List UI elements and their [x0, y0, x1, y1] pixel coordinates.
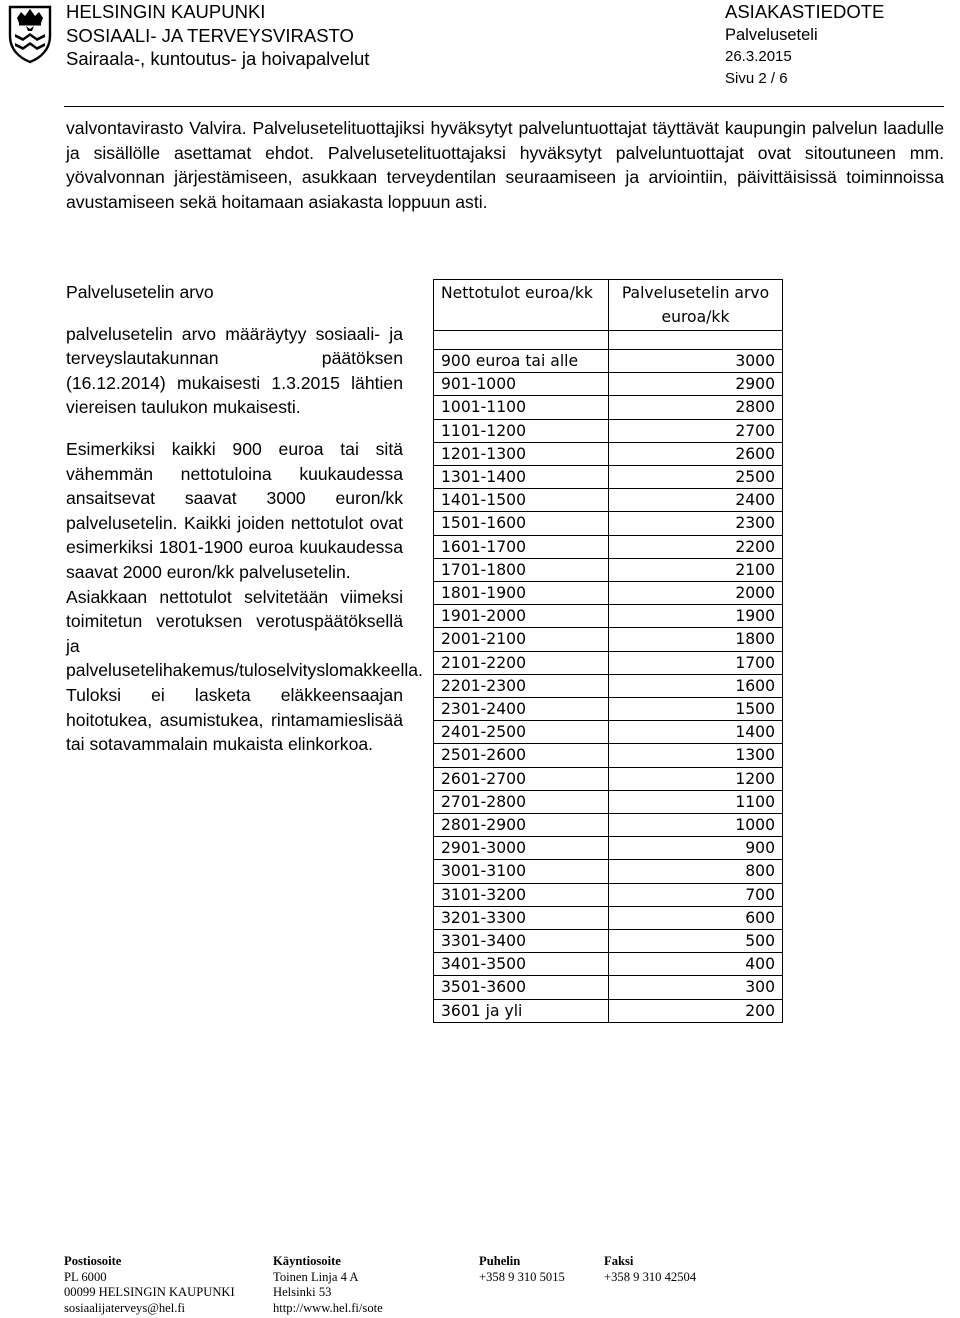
unit-name: Sairaala-, kuntoutus- ja hoivapalvelut: [66, 48, 370, 69]
income-range-cell: 900 euroa tai alle: [434, 350, 609, 373]
voucher-value-cell: 400: [609, 953, 783, 976]
voucher-value-cell: 500: [609, 930, 783, 953]
income-range-cell: 3601 ja yli: [434, 999, 609, 1022]
income-range-cell: 1101-1200: [434, 419, 609, 442]
table-row: [434, 698, 783, 721]
footer-phone-number: +358 9 310 5015: [479, 1269, 565, 1284]
header-divider: [64, 106, 944, 107]
doc-type: ASIAKASTIEDOTE: [725, 1, 885, 22]
voucher-value-cell: 2500: [609, 466, 783, 489]
table-row: [434, 721, 783, 744]
income-range-cell: 2001-2100: [434, 628, 609, 651]
voucher-value-cell: 1700: [609, 651, 783, 674]
voucher-value-cell: 1400: [609, 721, 783, 744]
voucher-value-table: [433, 279, 783, 1023]
income-range-cell: 3301-3400: [434, 930, 609, 953]
table-row: [434, 350, 783, 373]
voucher-value-cell: 600: [609, 906, 783, 929]
footer-fax-label: Faksi: [604, 1254, 634, 1268]
voucher-value-cell: 300: [609, 976, 783, 999]
voucher-value-cell: 1300: [609, 744, 783, 767]
table-row: [434, 767, 783, 790]
voucher-value-cell: 1500: [609, 698, 783, 721]
footer-postal-label: Postiosoite: [64, 1254, 122, 1268]
table-row: [434, 512, 783, 535]
footer-fax: [604, 1254, 696, 1285]
footer-postal-line: 00099 HELSINGIN KAUPUNKI: [64, 1285, 235, 1300]
table-row: [434, 373, 783, 396]
table-row: [434, 396, 783, 419]
voucher-value-cell: 800: [609, 860, 783, 883]
income-range-cell: 2701-2800: [434, 790, 609, 813]
spacer-cell: [434, 331, 609, 350]
income-range-cell: 2501-2600: [434, 744, 609, 767]
voucher-value-cell: 2400: [609, 489, 783, 512]
table-row: [434, 883, 783, 906]
income-range-cell: 3101-3200: [434, 883, 609, 906]
table-row: [434, 814, 783, 837]
income-range-cell: 1201-1300: [434, 442, 609, 465]
table-row: [434, 628, 783, 651]
paragraph-decision: palvelusetelin arvo määräytyy sosiaali- ja terveyslautakunnan päätöksen (16.12.2014) mukaisesti 1.3.2015 lähtien viereisen taulukon mukaisesti.: [66, 323, 403, 418]
income-range-cell: 1501-1600: [434, 512, 609, 535]
voucher-value-cell: 2600: [609, 442, 783, 465]
voucher-value-cell: 1900: [609, 605, 783, 628]
footer-phone: [479, 1254, 565, 1285]
table-row: [434, 674, 783, 697]
voucher-value-cell: 2100: [609, 558, 783, 581]
table-row: [434, 906, 783, 929]
table-row: [434, 558, 783, 581]
organization-header: [66, 0, 369, 71]
table-row: [434, 860, 783, 883]
income-range-cell: 1001-1100: [434, 396, 609, 419]
voucher-value-cell: 2900: [609, 373, 783, 396]
department-name: SOSIAALI- JA TERVEYSVIRASTO: [66, 24, 354, 46]
table-row: [434, 535, 783, 558]
voucher-value-cell: 2800: [609, 396, 783, 419]
voucher-value-cell: 900: [609, 837, 783, 860]
paragraph-excluded-income: Tuloksi ei lasketa eläkkeensaajan hoitotukea, asumistukea, rintamamieslisää tai sotavammalain mukaista elinkorkoa.: [66, 684, 403, 755]
intro-paragraph: [66, 116, 944, 214]
table-header-row: [434, 280, 783, 331]
income-range-cell: 1601-1700: [434, 535, 609, 558]
voucher-value-cell: 1000: [609, 814, 783, 837]
income-range-cell: 3001-3100: [434, 860, 609, 883]
voucher-value-cell: 3000: [609, 350, 783, 373]
income-range-cell: 3401-3500: [434, 953, 609, 976]
income-range-cell: 1301-1400: [434, 466, 609, 489]
income-range-cell: 3501-3600: [434, 976, 609, 999]
table-row: [434, 790, 783, 813]
page-number: Sivu 2 / 6: [725, 69, 788, 87]
table-row: [434, 837, 783, 860]
income-range-cell: 1901-2000: [434, 605, 609, 628]
document-info: [725, 0, 884, 90]
table-row: [434, 605, 783, 628]
income-range-cell: 2101-2200: [434, 651, 609, 674]
table-row: [434, 651, 783, 674]
spacer-cell: [609, 331, 783, 350]
voucher-value-cell: 2300: [609, 512, 783, 535]
org-name: HELSINGIN KAUPUNKI: [66, 1, 266, 22]
footer-postal-line: PL 6000: [64, 1269, 107, 1284]
doc-date: 26.3.2015: [725, 47, 792, 65]
table-row: [434, 442, 783, 465]
voucher-value-cell: 2200: [609, 535, 783, 558]
footer-phone-label: Puhelin: [479, 1254, 521, 1268]
paragraph-example: Esimerkiksi kaikki 900 euroa tai sitä vähemmän nettotuloina kuukaudessa ansaitsevat saavat 3000 euron/kk palvelusetelin. Kaikki joiden nettotulot ovat esimerkiksi 1801-1900 euroa kuukaudessa saavat 2000 euron/kk palvelusetelin.: [66, 438, 403, 582]
income-range-cell: 3201-3300: [434, 906, 609, 929]
footer-fax-number: +358 9 310 42504: [604, 1269, 697, 1284]
paragraph-income-check: Asiakkaan nettotulot selvitetään viimeksi toimitetun verotuksen verotuspäätöksellä ja palvelusetelihakemus/tuloselvityslomakkeella.: [66, 586, 423, 681]
footer-visit-line: Helsinki 53: [273, 1285, 332, 1300]
col-header-voucher-value: Palvelusetelin arvo euroa/kk: [609, 280, 783, 331]
voucher-value-cell: 200: [609, 999, 783, 1022]
footer-email[interactable]: sosiaalijaterveys@hel.fi: [64, 1300, 186, 1315]
voucher-value-cell: 1600: [609, 674, 783, 697]
table-row: [434, 999, 783, 1022]
table-row: [434, 930, 783, 953]
income-range-cell: 2601-2700: [434, 767, 609, 790]
income-range-cell: 2201-2300: [434, 674, 609, 697]
intro-text: valvontavirasto Valvira. Palvelusetelituottajiksi hyväksytyt palveluntuottajat täyttävät kaupungin palvelun laadulle ja sisällölle asettamat ehdot. Palvelusetelituottajaksi hyväksytyt palveluntuottajat ovat sitoutuneen mm. yövalvonnan järjestämiseen, asukkaan terveydentilan seuraamiseen ja arviointiin, päivittäisissä toiminnoissa avustamiseen sekä hoitamaan asiakasta loppuun asti.: [66, 118, 944, 212]
income-range-cell: 1701-1800: [434, 558, 609, 581]
income-range-cell: 901-1000: [434, 373, 609, 396]
voucher-value-cell: 2000: [609, 582, 783, 605]
table-row: [434, 976, 783, 999]
footer-postal: [64, 1254, 235, 1316]
income-range-cell: 1801-1900: [434, 582, 609, 605]
income-range-cell: 1401-1500: [434, 489, 609, 512]
table-row: [434, 744, 783, 767]
doc-subject: Palveluseteli: [725, 25, 818, 44]
voucher-value-cell: 1200: [609, 767, 783, 790]
col-header-net-income: Nettotulot euroa/kk: [434, 280, 609, 331]
voucher-value-cell: 2700: [609, 419, 783, 442]
income-range-cell: 2401-2500: [434, 721, 609, 744]
voucher-value-cell: 1800: [609, 628, 783, 651]
footer-visit: [273, 1254, 383, 1316]
helsinki-crest-logo: [8, 4, 52, 64]
table-row: [434, 582, 783, 605]
footer-visit-label: Käyntiosoite: [273, 1254, 341, 1268]
voucher-value-cell: 1100: [609, 790, 783, 813]
table-row: [434, 419, 783, 442]
table-spacer-row: [434, 331, 783, 350]
value-explanation: [66, 280, 423, 757]
footer-visit-line: Toinen Linja 4 A: [273, 1269, 359, 1284]
income-range-cell: 2301-2400: [434, 698, 609, 721]
income-range-cell: 2901-3000: [434, 837, 609, 860]
table-row: [434, 953, 783, 976]
income-range-cell: 2801-2900: [434, 814, 609, 837]
voucher-value-cell: 700: [609, 883, 783, 906]
section-heading: Palvelusetelin arvo: [66, 282, 214, 302]
table-row: [434, 466, 783, 489]
table-body: [434, 331, 783, 1023]
footer-website-link[interactable]: http://www.hel.fi/sote: [273, 1300, 383, 1315]
table-row: [434, 489, 783, 512]
